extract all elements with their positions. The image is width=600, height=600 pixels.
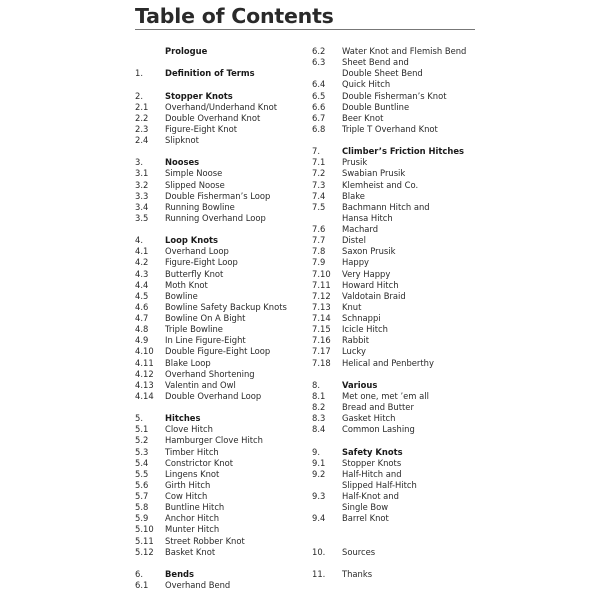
toc-entry-number: 5.1 [135, 424, 149, 435]
toc-entry-label: Safety Knots [342, 446, 403, 457]
toc-entry-number: 3.4 [135, 201, 149, 212]
toc-entry-label: Hitches [165, 413, 201, 424]
title-divider [135, 29, 475, 30]
toc-entry-label: Constrictor Knot [165, 457, 234, 468]
toc-entry-number: 4.10 [135, 346, 154, 357]
toc-entry-number: 5.3 [135, 446, 149, 457]
toc-section-heading[interactable] [135, 68, 305, 79]
toc-entry[interactable] [135, 480, 305, 491]
toc-entry[interactable] [135, 547, 305, 558]
toc-entry[interactable] [312, 180, 482, 191]
toc-entry-label: Overhand Shortening [165, 368, 255, 379]
toc-entry-number: 4.7 [135, 313, 149, 323]
toc-entry-label: Bowline Safety Backup Knots [165, 301, 287, 312]
toc-entry[interactable] [135, 168, 305, 179]
toc-entry-number: 3.5 [135, 212, 149, 223]
toc-entry-label: Quick Hitch [342, 79, 391, 90]
toc-entry[interactable] [135, 524, 305, 535]
toc-entry-number: 5.10 [135, 524, 154, 535]
toc-entry[interactable] [135, 213, 305, 224]
toc-entry-number: 5.5 [135, 468, 149, 479]
toc-entry-label: Stopper Knots [165, 90, 233, 101]
toc-entry-number: 7. [312, 146, 320, 157]
toc-entry-number: 5.4 [135, 457, 149, 468]
toc-entry-number: 7.2 [312, 168, 326, 179]
toc-entry[interactable] [135, 302, 305, 313]
toc-entry-label: Icicle Hitch [342, 324, 388, 335]
toc-entry[interactable] [312, 269, 482, 280]
toc-spacer [312, 369, 482, 380]
toc-entry[interactable] [312, 168, 482, 179]
toc-entry[interactable] [135, 113, 305, 124]
toc-entry[interactable] [312, 68, 482, 79]
toc-entry-number: 6.3 [312, 57, 326, 68]
toc-entry-number: 9.1 [312, 457, 326, 468]
toc-entry[interactable] [312, 480, 482, 491]
toc-entry-label: Machard [342, 224, 379, 234]
toc-entry-label: Double Overhand Loop [165, 390, 262, 401]
toc-spacer [135, 558, 305, 569]
toc-entry-number: 1. [135, 68, 143, 79]
toc-entry-label: Moth Knot [165, 279, 208, 290]
toc-entry-label: Bowline On A Bight [165, 313, 246, 323]
toc-entry[interactable] [135, 536, 305, 547]
toc-entry-label: Bachmann Hitch and [342, 201, 430, 212]
toc-entry-label: Double Fisherman’s Loop [165, 190, 271, 201]
toc-entry-number: 5.7 [135, 491, 149, 501]
toc-entry-number: 6.6 [312, 101, 326, 112]
toc-entry-label: Schnappi [342, 313, 381, 323]
toc-entry-number: 6.4 [312, 79, 326, 90]
toc-entry-number: 3.1 [135, 168, 149, 179]
toc-section-heading[interactable] [312, 146, 482, 157]
toc-entry-number: 7.18 [312, 357, 331, 368]
toc-entry-label: In Line Figure-Eight [165, 335, 246, 346]
toc-entry[interactable] [135, 391, 305, 402]
toc-entry-label: Distel [342, 235, 366, 246]
toc-entry[interactable] [312, 257, 482, 268]
toc-right-column [312, 46, 482, 580]
toc-entry-number: 9. [312, 446, 320, 457]
toc-entry-label: Street Robber Knot [165, 535, 245, 546]
toc-entry[interactable] [312, 402, 482, 413]
toc-entry-label: Barrel Knot [342, 513, 389, 524]
toc-entry[interactable] [312, 413, 482, 424]
toc-entry[interactable] [312, 280, 482, 291]
toc-entry-number: 5.2 [135, 435, 149, 446]
toc-entry[interactable] [135, 191, 305, 202]
toc-entry-number: 7.11 [312, 279, 331, 290]
toc-entry-label: Overhand/Underhand Knot [165, 101, 278, 112]
toc-entry-number: 6.2 [312, 46, 326, 56]
toc-spacer [135, 79, 305, 90]
toc-entry-number: 4.13 [135, 379, 154, 390]
toc-entry-number: 2.4 [135, 135, 149, 145]
toc-entry[interactable] [135, 124, 305, 135]
toc-entry-number: 8.1 [312, 390, 326, 401]
toc-entry[interactable] [312, 124, 482, 135]
toc-entry-label: Loop Knots [165, 235, 218, 246]
toc-entry[interactable] [312, 424, 482, 435]
toc-entry-number: 7.1 [312, 157, 326, 168]
toc-section-heading[interactable] [135, 91, 305, 102]
toc-spacer [135, 224, 305, 235]
toc-entry-label: Blake Loop [165, 357, 211, 368]
toc-entry[interactable] [312, 46, 482, 57]
toc-entry-label: Butterfly Knot [165, 268, 224, 279]
toc-entry[interactable] [312, 346, 482, 357]
toc-entry-label: Stopper Knots [342, 457, 402, 468]
toc-entry-number: 7.3 [312, 179, 326, 190]
toc-entry[interactable] [135, 313, 305, 324]
toc-spacer [135, 146, 305, 157]
toc-entry[interactable] [135, 380, 305, 391]
toc-section-heading[interactable] [312, 447, 482, 458]
toc-entry-number: 4.9 [135, 335, 149, 346]
toc-section-heading[interactable] [135, 235, 305, 246]
toc-entry-number: 5.12 [135, 546, 154, 557]
toc-entry[interactable] [312, 113, 482, 124]
toc-left-column [135, 46, 305, 591]
toc-entry-label: Various [342, 379, 378, 390]
toc-section-heading[interactable] [135, 413, 305, 424]
toc-section-heading[interactable] [135, 157, 305, 168]
toc-entry[interactable] [312, 246, 482, 257]
toc-entry-label: Helical and Penberthy [342, 357, 434, 368]
toc-section-heading[interactable] [312, 380, 482, 391]
toc-entry-label: Running Bowline [165, 201, 235, 212]
toc-entry-label: Valdotain Braid [342, 290, 406, 301]
toc-entry-label: Running Overhand Loop [165, 212, 266, 223]
toc-entry-number: 5.9 [135, 513, 149, 524]
toc-entry-number: 7.16 [312, 335, 331, 346]
toc-entry[interactable] [312, 224, 482, 235]
toc-entry-label: Girth Hitch [165, 479, 211, 490]
toc-entry-label: Bowline [165, 290, 198, 301]
toc-entry-number: 9.2 [312, 468, 326, 479]
toc-entry[interactable] [312, 324, 482, 335]
toc-entry[interactable] [312, 79, 482, 90]
toc-entry-label: Hamburger Clove Hitch [165, 435, 263, 446]
toc-entry-label: Figure-Eight Loop [165, 257, 238, 268]
toc-entry-number: 7.5 [312, 201, 326, 212]
toc-entry[interactable] [135, 469, 305, 480]
toc-entry-number: 3.3 [135, 190, 149, 201]
toc-entry[interactable] [312, 191, 482, 202]
toc-entry-number: 7.7 [312, 235, 326, 246]
toc-entry[interactable] [312, 458, 482, 469]
toc-entry-label: Double Overhand Knot [165, 112, 261, 123]
toc-entry-label: Water Knot and Flemish Bend [342, 46, 467, 56]
toc-entry-number: 7.13 [312, 301, 331, 312]
toc-entry-label: Prusik [342, 157, 368, 168]
toc-entry-label: Anchor Hitch [165, 513, 219, 524]
toc-entry-number: 8. [312, 379, 320, 390]
toc-entry-label: Overhand Bend [165, 580, 231, 590]
toc-spacer [135, 57, 305, 68]
toc-entry[interactable] [312, 313, 482, 324]
toc-entry-number: 7.6 [312, 224, 326, 234]
toc-entry-label: Lingens Knot [165, 468, 220, 479]
toc-entry-number: 10. [312, 546, 326, 557]
toc-entry-number: 11. [312, 568, 326, 579]
toc-entry-number: 7.8 [312, 246, 326, 257]
toc-entry-number: 4.1 [135, 246, 149, 257]
toc-entry-label: Simple Noose [165, 168, 223, 179]
toc-entry-number: 7.10 [312, 268, 331, 279]
toc-entry[interactable] [312, 569, 482, 580]
toc-entry-number: 4. [135, 235, 143, 246]
toc-entry-number: 6.7 [312, 112, 326, 123]
toc-entry-label: Hansa Hitch [342, 212, 393, 223]
toc-entry-label: Triple T Overhand Knot [342, 123, 438, 134]
toc-entry[interactable] [135, 102, 305, 113]
toc-entry[interactable] [312, 469, 482, 480]
toc-entry[interactable] [312, 358, 482, 369]
toc-entry[interactable] [135, 257, 305, 268]
toc-entry-label: Gasket Hitch [342, 413, 396, 424]
toc-entry-number: 7.17 [312, 346, 331, 357]
toc-entry[interactable] [312, 202, 482, 213]
toc-entry-label: Figure-Eight Knot [165, 123, 237, 134]
toc-entry-number: 4.12 [135, 368, 154, 379]
toc-entry-label: Nooses [165, 157, 200, 168]
toc-entry-label: Knut [342, 301, 362, 312]
toc-entry-number: 4.14 [135, 390, 154, 401]
toc-entry-number: 9.4 [312, 513, 326, 524]
toc-entry-number: 7.12 [312, 290, 331, 301]
toc-entry[interactable] [135, 447, 305, 458]
toc-entry-label: Bread and Butter [342, 402, 414, 412]
toc-entry-label: Half-Hitch and [342, 468, 402, 479]
toc-entry-label: Met one, met ’em all [342, 390, 429, 401]
toc-entry-number: 3.2 [135, 179, 149, 190]
toc-entry[interactable] [135, 135, 305, 146]
toc-entry-number: 3. [135, 157, 143, 168]
toc-entry-number: 5.11 [135, 535, 154, 546]
toc-entry[interactable] [135, 346, 305, 357]
toc-spacer [135, 402, 305, 413]
toc-entry[interactable] [135, 335, 305, 346]
toc-entry-number: 7.14 [312, 313, 331, 323]
toc-entry[interactable] [135, 246, 305, 257]
toc-entry[interactable] [312, 235, 482, 246]
toc-entry-number: 7.15 [312, 324, 331, 335]
toc-entry-label: Howard Hitch [342, 279, 399, 290]
toc-entry-label: Very Happy [342, 268, 391, 279]
toc-entry[interactable] [135, 458, 305, 469]
page-title: Table of Contents [135, 4, 334, 28]
toc-entry-number: 2.2 [135, 112, 149, 123]
toc-entry-number: 7.4 [312, 190, 326, 201]
toc-entry-number: 5. [135, 413, 143, 424]
toc-spacer [312, 435, 482, 446]
toc-entry[interactable] [135, 358, 305, 369]
toc-entry[interactable] [135, 491, 305, 502]
toc-entry-number: 5.8 [135, 502, 149, 513]
toc-entry[interactable] [135, 502, 305, 513]
toc-spacer [312, 524, 482, 535]
toc-entry-number: 2.1 [135, 101, 149, 112]
toc-entry[interactable] [135, 424, 305, 435]
toc-spacer [312, 558, 482, 569]
toc-spacer [312, 135, 482, 146]
toc-entry-label: Basket Knot [165, 546, 216, 557]
toc-entry[interactable] [135, 369, 305, 380]
toc-entry[interactable] [312, 157, 482, 168]
toc-entry-label: Saxon Prusik [342, 246, 396, 257]
toc-entry-label: Double Figure-Eight Loop [165, 346, 271, 357]
toc-entry[interactable] [312, 102, 482, 113]
toc-entry-number: 6. [135, 568, 143, 579]
toc-entry-number: 4.3 [135, 268, 149, 279]
toc-entry-label: Blake [342, 190, 365, 201]
toc-spacer [312, 536, 482, 547]
toc-entry-number: 9.3 [312, 491, 326, 501]
toc-entry-label: Beer Knot [342, 112, 384, 123]
toc-entry-number: 5.6 [135, 479, 149, 490]
toc-entry-label: Half-Knot and [342, 491, 399, 501]
toc-entry[interactable] [312, 547, 482, 558]
toc-entry[interactable] [135, 291, 305, 302]
toc-entry-label: Prologue [165, 46, 208, 56]
toc-entry[interactable] [312, 213, 482, 224]
toc-entry-label: Double Buntline [342, 101, 410, 112]
toc-entry[interactable] [312, 513, 482, 524]
toc-entry[interactable] [312, 491, 482, 502]
toc-entry-label: Triple Bowline [165, 324, 223, 335]
toc-entry-label: Slipped Noose [165, 179, 225, 190]
toc-entry[interactable] [312, 302, 482, 313]
toc-entry[interactable] [135, 324, 305, 335]
toc-entry-label: Thanks [342, 568, 373, 579]
toc-entry-number: 4.4 [135, 279, 149, 290]
toc-entry-label: Double Fisherman’s Knot [342, 90, 447, 101]
toc-entry-label: Swabian Prusik [342, 168, 406, 179]
toc-entry-number: 6.1 [135, 580, 149, 590]
toc-entry-number: 2. [135, 90, 143, 101]
toc-entry-label: Single Bow [342, 502, 389, 513]
toc-entry-label: Slipknot [165, 135, 199, 145]
toc-entry[interactable] [135, 580, 305, 591]
toc-entry-label: Overhand Loop [165, 246, 229, 257]
toc-entry-number: 8.3 [312, 413, 326, 424]
toc-section-heading[interactable] [135, 569, 305, 580]
toc-entry-label: Rabbit [342, 335, 370, 346]
toc-entry-label: Valentin and Owl [165, 379, 236, 390]
toc-entry-label: Sheet Bend and [342, 57, 409, 68]
toc-entry-number: 6.5 [312, 90, 326, 101]
toc-entry-label: Klemheist and Co. [342, 179, 419, 190]
toc-entry[interactable] [135, 280, 305, 291]
toc-section-heading[interactable] [135, 46, 305, 57]
toc-entry-label: Buntline Hitch [165, 502, 225, 513]
toc-entry-number: 6.8 [312, 123, 326, 134]
toc-entry-label: Cow Hitch [165, 491, 208, 501]
toc-entry-label: Slipped Half-Hitch [342, 479, 417, 490]
toc-entry-label: Clove Hitch [165, 424, 213, 435]
toc-entry-label: Definition of Terms [165, 68, 255, 79]
toc-entry-label: Bends [165, 568, 195, 579]
toc-entry[interactable] [135, 435, 305, 446]
toc-entry[interactable] [312, 391, 482, 402]
toc-entry[interactable] [312, 335, 482, 346]
toc-entry[interactable] [135, 269, 305, 280]
toc-entry[interactable] [312, 291, 482, 302]
toc-entry-label: Double Sheet Bend [342, 68, 423, 79]
toc-entry-label: Common Lashing [342, 424, 415, 435]
toc-entry-number: 8.4 [312, 424, 326, 435]
toc-entry-label: Happy [342, 257, 370, 268]
toc-entry[interactable] [135, 180, 305, 191]
toc-entry[interactable] [135, 513, 305, 524]
toc-entry-number: 4.2 [135, 257, 149, 268]
toc-entry-number: 2.3 [135, 123, 149, 134]
toc-entry[interactable] [312, 91, 482, 102]
toc-entry-number: 4.5 [135, 290, 149, 301]
toc-entry[interactable] [135, 202, 305, 213]
toc-entry-number: 4.11 [135, 357, 154, 368]
toc-entry-label: Climber’s Friction Hitches [342, 146, 464, 157]
toc-entry-label: Sources [342, 546, 376, 557]
toc-entry-label: Munter Hitch [165, 524, 220, 535]
toc-entry-number: 7.9 [312, 257, 326, 268]
toc-entry-number: 4.6 [135, 301, 149, 312]
toc-entry-label: Timber Hitch [165, 446, 219, 457]
toc-entry-number: 4.8 [135, 324, 149, 335]
toc-entry-label: Lucky [342, 346, 366, 357]
toc-entry[interactable] [312, 57, 482, 68]
toc-entry-number: 8.2 [312, 402, 326, 412]
toc-entry[interactable] [312, 502, 482, 513]
